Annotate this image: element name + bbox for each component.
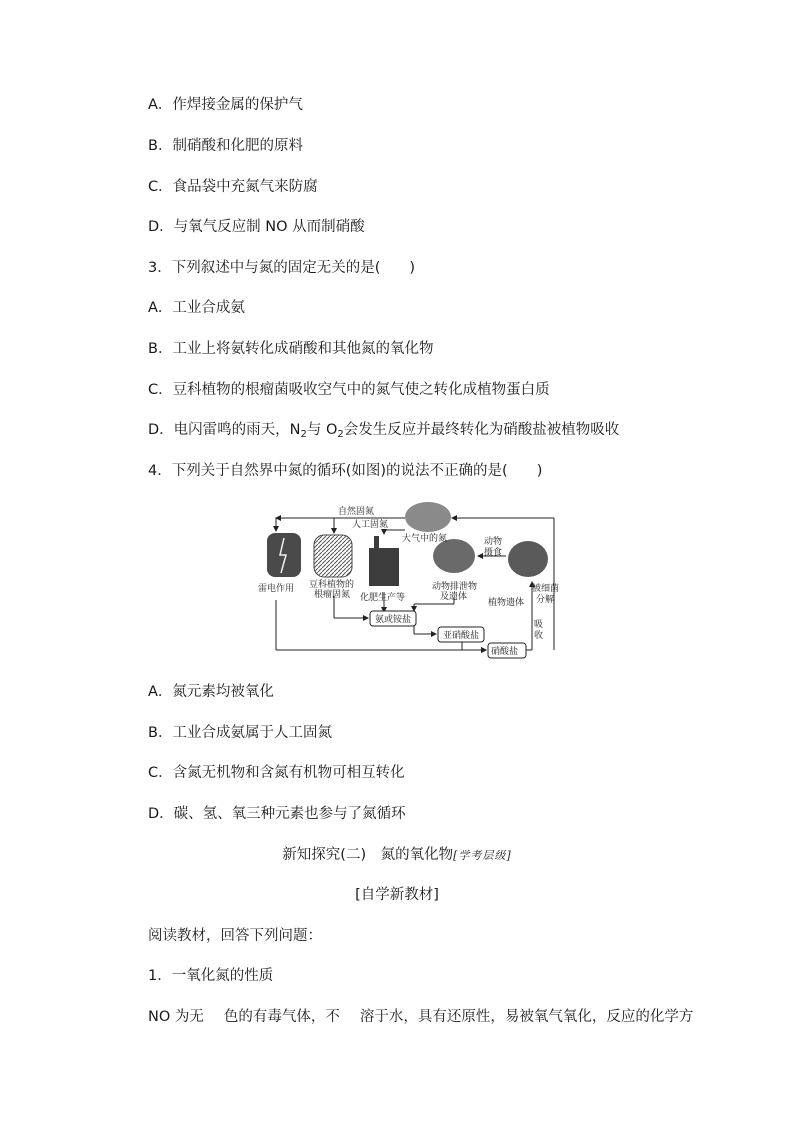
label-animal-excreta-1: 动物排泄物 — [432, 582, 478, 592]
level-tag: [学考层级] — [453, 849, 512, 862]
label-legume-2: 根瘤固氮 — [314, 590, 351, 600]
section-heading — [0, 845, 794, 866]
q3-option-d — [148, 420, 619, 445]
label-absorb-1: 吸 — [534, 620, 544, 630]
label-nitrite: 亚硝酸盐 — [443, 631, 480, 641]
q4-option-a: A．氮元素均被氧化 — [148, 684, 274, 700]
subscript: 2 — [337, 429, 344, 440]
animals-photo — [433, 539, 475, 573]
factory-photo — [369, 548, 399, 586]
label-animal-excreta-2: 及遗体 — [440, 592, 468, 602]
label-artificial-fixation: 人工固氮 — [352, 520, 389, 530]
label-atmosphere-nitrogen: 大气中的氮 — [402, 534, 448, 544]
option-b: B．制硝酸和化肥的原料 — [148, 138, 303, 154]
section-subtitle: [自学新教材] — [355, 887, 439, 903]
item-1-heading: 1．一氧化氮的性质 — [148, 968, 274, 984]
label-animal-feeding-1: 动物 — [484, 537, 503, 547]
label-absorb-2: 收 — [534, 631, 544, 641]
nitrogen-cycle-diagram — [258, 500, 562, 658]
no-text-part1: NO 为无 — [148, 1009, 204, 1025]
label-lightning: 雷电作用 — [258, 584, 295, 594]
q4-option-d: D．碳、氢、氧三种元素也参与了氮循环 — [148, 806, 406, 822]
no-text-part2: 色的有毒气体，不 — [223, 1009, 340, 1025]
label-legume-1: 豆科植物的 — [309, 580, 355, 590]
subscript: 2 — [300, 429, 307, 440]
label-animal-feeding-2: 摄食 — [484, 548, 503, 558]
label-fertilizer: 化肥生产等 — [360, 593, 406, 603]
factory-chimney — [374, 536, 379, 550]
q3-option-d-part3: 会发生反应并最终转化为硝酸盐被植物吸收 — [343, 422, 620, 438]
no-text-part3: 溶于水，具有还原性，易被氧气氧化，反应的化学方 — [359, 1009, 694, 1025]
label-ammonia-salt: 氨或铵盐 — [375, 615, 412, 625]
legume-roots-photo — [314, 535, 352, 577]
instruction-text: 阅读教材，回答下列问题： — [148, 928, 322, 944]
option-c: C．食品袋中充氮气来防腐 — [148, 179, 318, 195]
question-4-stem: 4．下列关于自然界中氮的循环(如图)的说法不正确的是( ) — [148, 463, 543, 479]
option-d: D．与氧气反应制 NO 从而制硝酸 — [148, 219, 365, 235]
label-nitrate: 硝酸盐 — [491, 647, 519, 657]
plants-photo — [508, 541, 548, 577]
atmosphere-photo — [405, 502, 451, 532]
q3-option-d-part2: 与 O — [306, 422, 338, 438]
no-properties-text — [148, 1007, 693, 1027]
section-title: 新知探究(二) 氮的氧化物 — [282, 847, 454, 863]
label-natural-fixation: 自然固氮 — [338, 507, 375, 517]
label-bacteria-2: 分解 — [536, 595, 555, 605]
q3-option-c: C．豆科植物的根瘤菌吸收空气中的氮气使之转化成植物蛋白质 — [148, 382, 550, 398]
label-bacteria-1: 被细菌 — [532, 584, 560, 594]
q3-option-a: A．工业合成氨 — [148, 300, 245, 316]
label-plant-remains: 植物遗体 — [488, 598, 525, 608]
question-3-stem: 3．下列叙述中与氮的固定无关的是( ) — [148, 260, 416, 276]
q4-option-b: B．工业合成氨属于人工固氮 — [148, 725, 332, 741]
q3-option-b: B．工业上将氨转化成硝酸和其他氮的氧化物 — [148, 341, 434, 357]
q3-option-d-part1: D．电闪雷鸣的雨天，N — [148, 422, 301, 438]
option-a: A．作焊接金属的保护气 — [148, 97, 303, 113]
q4-option-c: C．含氮无机物和含氮有机物可相互转化 — [148, 765, 405, 781]
